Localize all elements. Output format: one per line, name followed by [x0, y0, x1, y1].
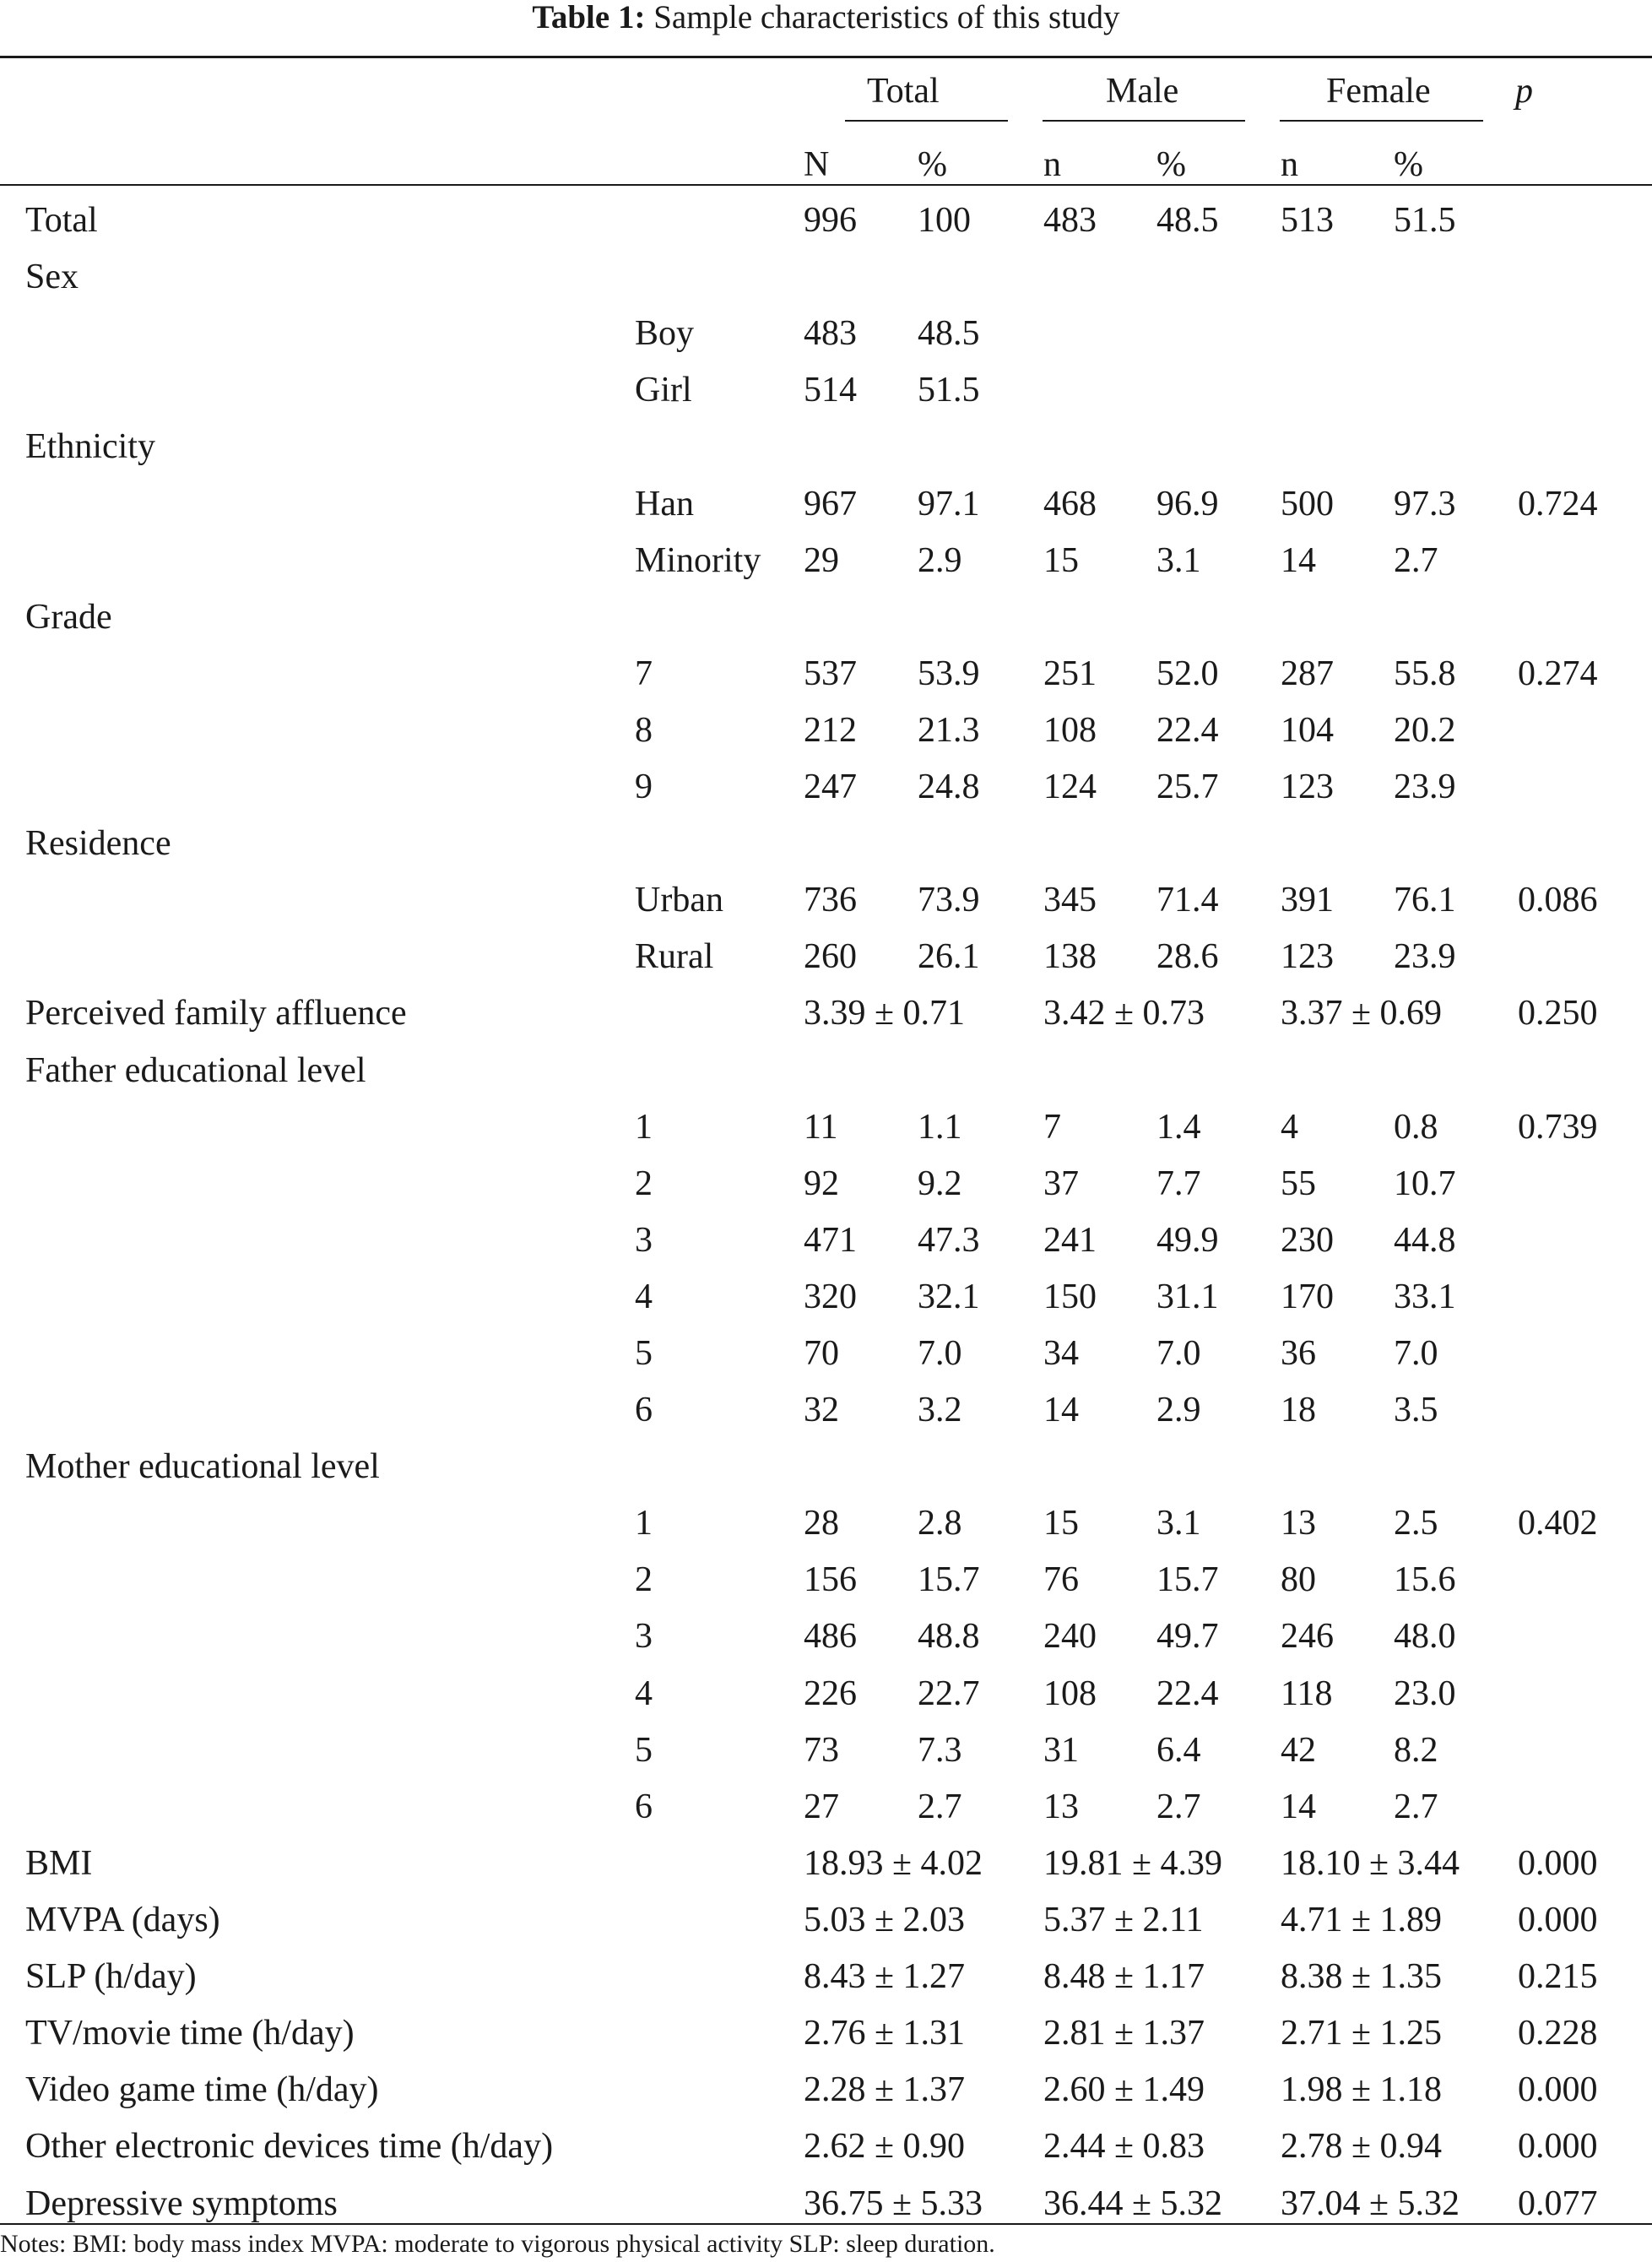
- table-cell: 345: [1043, 881, 1097, 919]
- table-cell: 22.4: [1156, 711, 1219, 750]
- table-notes: Notes: BMI: body mass index MVPA: moderate to vigorous physical activity SLP: sleep duration.: [0, 2230, 995, 2258]
- table-cell: 49.7: [1156, 1617, 1219, 1656]
- table-cell: 96.9: [1156, 485, 1219, 523]
- header-male-underline: [1043, 120, 1245, 122]
- table-cell: 47.3: [918, 1221, 980, 1260]
- table-cell: 48.5: [1156, 201, 1219, 240]
- row-sublabel: 1: [635, 1108, 653, 1147]
- table-cell: 123: [1281, 768, 1334, 806]
- subheader-male-n: n: [1043, 145, 1061, 184]
- mean-sd-cell: 2.76 ± 1.31: [804, 2014, 966, 2053]
- table-cell: 73: [804, 1731, 839, 1770]
- table-cell: 3.5: [1394, 1391, 1438, 1429]
- header-female: Female: [1326, 72, 1431, 111]
- table-cell: 118: [1281, 1674, 1333, 1713]
- table-cell: 4: [1281, 1108, 1298, 1147]
- table-cell: 246: [1281, 1617, 1334, 1656]
- table-cell: 31.1: [1156, 1277, 1219, 1316]
- subheader-male-pct: %: [1156, 145, 1186, 184]
- table-cell: 31: [1043, 1731, 1079, 1770]
- row-label: Video game time (h/day): [25, 2070, 379, 2109]
- table-cell: 0.8: [1394, 1108, 1438, 1147]
- table-cell: 71.4: [1156, 881, 1219, 919]
- table-cell: 24.8: [918, 768, 980, 806]
- table-cell: 6.4: [1156, 1731, 1201, 1770]
- table-caption-label: Table 1:: [532, 0, 646, 35]
- row-label: Father educational level: [25, 1051, 366, 1090]
- table-cell: 22.4: [1156, 1674, 1219, 1713]
- table-cell: 36: [1281, 1334, 1316, 1373]
- header-total-underline: [845, 120, 1008, 122]
- table-cell: 108: [1043, 711, 1097, 750]
- mean-sd-cell: 2.71 ± 1.25: [1281, 2014, 1443, 2053]
- subheader-total-pct: %: [918, 145, 947, 184]
- table-cell: 8.2: [1394, 1731, 1438, 1770]
- table-cell: 7.0: [1394, 1334, 1438, 1373]
- table-cell: 108: [1043, 1674, 1097, 1713]
- table-cell: 9.2: [918, 1164, 962, 1203]
- table-cell: 2.8: [918, 1504, 962, 1543]
- p-value-cell: 0.000: [1518, 1844, 1598, 1883]
- row-label: TV/movie time (h/day): [25, 2014, 355, 2053]
- table-cell: 2.5: [1394, 1504, 1438, 1543]
- table-cell: 2.9: [1156, 1391, 1201, 1429]
- header-rule: [0, 184, 1652, 186]
- table-cell: 391: [1281, 881, 1334, 919]
- row-sublabel: 9: [635, 768, 653, 806]
- table-cell: 287: [1281, 654, 1334, 693]
- row-label: Grade: [25, 598, 112, 637]
- table-cell: 32: [804, 1391, 839, 1429]
- mean-sd-cell: 3.37 ± 0.69: [1281, 994, 1443, 1033]
- table-cell: 3.1: [1156, 1504, 1201, 1543]
- mean-sd-cell: 2.60 ± 1.49: [1043, 2070, 1205, 2109]
- table-cell: 230: [1281, 1221, 1334, 1260]
- row-sublabel: 6: [635, 1391, 653, 1429]
- table-cell: 996: [804, 201, 857, 240]
- table-cell: 32.1: [918, 1277, 980, 1316]
- mean-sd-cell: 2.78 ± 0.94: [1281, 2127, 1443, 2166]
- mean-sd-cell: 3.42 ± 0.73: [1043, 994, 1205, 1033]
- row-sublabel: Han: [635, 485, 694, 523]
- table-cell: 15.7: [1156, 1560, 1219, 1599]
- table-cell: 1.4: [1156, 1108, 1201, 1147]
- p-value-cell: 0.215: [1518, 1957, 1598, 1996]
- table-cell: 1.1: [918, 1108, 962, 1147]
- row-sublabel: 4: [635, 1277, 653, 1316]
- row-sublabel: Minority: [635, 541, 761, 580]
- row-sublabel: 2: [635, 1164, 653, 1203]
- table-cell: 20.2: [1394, 711, 1456, 750]
- row-label: Sex: [25, 258, 79, 296]
- table-cell: 42: [1281, 1731, 1316, 1770]
- row-label: MVPA (days): [25, 1901, 220, 1939]
- table-cell: 49.9: [1156, 1221, 1219, 1260]
- mean-sd-cell: 3.39 ± 0.71: [804, 994, 966, 1033]
- table-cell: 124: [1043, 768, 1097, 806]
- table-cell: 967: [804, 485, 857, 523]
- mean-sd-cell: 2.62 ± 0.90: [804, 2127, 966, 2166]
- table-cell: 44.8: [1394, 1221, 1456, 1260]
- table-cell: 247: [804, 768, 857, 806]
- table-cell: 471: [804, 1221, 857, 1260]
- table-cell: 28: [804, 1504, 839, 1543]
- row-label: Perceived family affluence: [25, 994, 407, 1033]
- mean-sd-cell: 8.43 ± 1.27: [804, 1957, 966, 1996]
- p-value-cell: 0.250: [1518, 994, 1598, 1033]
- table-cell: 170: [1281, 1277, 1334, 1316]
- mean-sd-cell: 2.81 ± 1.37: [1043, 2014, 1205, 2053]
- row-label: BMI: [25, 1844, 93, 1883]
- table-cell: 48.0: [1394, 1617, 1456, 1656]
- table-cell: 483: [804, 314, 857, 353]
- row-sublabel: Rural: [635, 937, 714, 976]
- row-sublabel: 3: [635, 1221, 653, 1260]
- row-sublabel: 5: [635, 1334, 653, 1373]
- table-cell: 52.0: [1156, 654, 1219, 693]
- table-cell: 23.9: [1394, 768, 1456, 806]
- p-value-cell: 0.000: [1518, 1901, 1598, 1939]
- bottom-rule: [0, 2223, 1652, 2225]
- table-cell: 104: [1281, 711, 1334, 750]
- mean-sd-cell: 36.44 ± 5.32: [1043, 2184, 1223, 2223]
- p-value-cell: 0.228: [1518, 2014, 1598, 2053]
- p-value-cell: 0.739: [1518, 1108, 1598, 1147]
- row-label: Other electronic devices time (h/day): [25, 2127, 554, 2166]
- row-label: Residence: [25, 824, 171, 863]
- row-label: Total: [25, 201, 98, 240]
- table-cell: 76.1: [1394, 881, 1456, 919]
- subheader-female-n: n: [1281, 145, 1298, 184]
- table-cell: 486: [804, 1617, 857, 1656]
- subheader-total-n: N: [804, 145, 830, 184]
- table-cell: 7.0: [918, 1334, 962, 1373]
- table-cell: 37: [1043, 1164, 1079, 1203]
- table-cell: 320: [804, 1277, 857, 1316]
- row-label: Mother educational level: [25, 1447, 380, 1486]
- mean-sd-cell: 8.38 ± 1.35: [1281, 1957, 1443, 1996]
- table-cell: 468: [1043, 485, 1097, 523]
- mean-sd-cell: 1.98 ± 1.18: [1281, 2070, 1443, 2109]
- p-value-cell: 0.000: [1518, 2127, 1598, 2166]
- row-label: Depressive symptoms: [25, 2184, 338, 2223]
- table-cell: 55: [1281, 1164, 1316, 1203]
- row-sublabel: 6: [635, 1787, 653, 1826]
- table-cell: 150: [1043, 1277, 1097, 1316]
- mean-sd-cell: 37.04 ± 5.32: [1281, 2184, 1460, 2223]
- table-cell: 7.3: [918, 1731, 962, 1770]
- p-value-cell: 0.077: [1518, 2184, 1598, 2223]
- table-cell: 25.7: [1156, 768, 1219, 806]
- p-value-cell: 0.402: [1518, 1504, 1598, 1543]
- mean-sd-cell: 18.10 ± 3.44: [1281, 1844, 1460, 1883]
- header-female-underline: [1280, 120, 1483, 122]
- table-cell: 14: [1281, 1787, 1316, 1826]
- table-cell: 23.9: [1394, 937, 1456, 976]
- table-cell: 97.3: [1394, 485, 1456, 523]
- table-caption-text: Sample characteristics of this study: [653, 0, 1120, 35]
- mean-sd-cell: 2.44 ± 0.83: [1043, 2127, 1205, 2166]
- row-sublabel: Girl: [635, 371, 692, 410]
- row-sublabel: 3: [635, 1617, 653, 1656]
- table-cell: 70: [804, 1334, 839, 1373]
- p-value-cell: 0.086: [1518, 881, 1598, 919]
- p-value-cell: 0.724: [1518, 485, 1598, 523]
- mean-sd-cell: 18.93 ± 4.02: [804, 1844, 983, 1883]
- table-cell: 26.1: [918, 937, 980, 976]
- table-cell: 15: [1043, 541, 1079, 580]
- table-cell: 51.5: [918, 371, 980, 410]
- table-cell: 2.7: [1156, 1787, 1201, 1826]
- row-sublabel: Boy: [635, 314, 695, 353]
- table-cell: 241: [1043, 1221, 1097, 1260]
- table-cell: 736: [804, 881, 857, 919]
- table-cell: 156: [804, 1560, 857, 1599]
- mean-sd-cell: 36.75 ± 5.33: [804, 2184, 983, 2223]
- table-cell: 3.2: [918, 1391, 962, 1429]
- mean-sd-cell: 19.81 ± 4.39: [1043, 1844, 1223, 1883]
- p-value-cell: 0.274: [1518, 654, 1598, 693]
- subheader-female-pct: %: [1394, 145, 1423, 184]
- table-cell: 2.9: [918, 541, 962, 580]
- table-cell: 7.7: [1156, 1164, 1201, 1203]
- top-rule: [0, 56, 1652, 58]
- table-cell: 18: [1281, 1391, 1316, 1429]
- table-cell: 2.7: [1394, 1787, 1438, 1826]
- table-cell: 7: [1043, 1108, 1061, 1147]
- table-cell: 513: [1281, 201, 1334, 240]
- row-label: Ethnicity: [25, 427, 155, 466]
- header-male: Male: [1106, 72, 1179, 111]
- table-cell: 11: [804, 1108, 838, 1147]
- table-cell: 33.1: [1394, 1277, 1456, 1316]
- table-cell: 138: [1043, 937, 1097, 976]
- row-label: SLP (h/day): [25, 1957, 197, 1996]
- mean-sd-cell: 2.28 ± 1.37: [804, 2070, 966, 2109]
- table-cell: 514: [804, 371, 857, 410]
- table-cell: 28.6: [1156, 937, 1219, 976]
- table-cell: 48.5: [918, 314, 980, 353]
- table-cell: 21.3: [918, 711, 980, 750]
- table-cell: 14: [1281, 541, 1316, 580]
- table-cell: 80: [1281, 1560, 1316, 1599]
- row-sublabel: 7: [635, 654, 653, 693]
- row-sublabel: 1: [635, 1504, 653, 1543]
- table-cell: 13: [1281, 1504, 1316, 1543]
- table-cell: 55.8: [1394, 654, 1456, 693]
- table-cell: 2.7: [918, 1787, 962, 1826]
- table-cell: 76: [1043, 1560, 1079, 1599]
- table-cell: 251: [1043, 654, 1097, 693]
- row-sublabel: 2: [635, 1560, 653, 1599]
- table-cell: 53.9: [918, 654, 980, 693]
- table-cell: 100: [918, 201, 971, 240]
- table-cell: 48.8: [918, 1617, 980, 1656]
- table-cell: 13: [1043, 1787, 1079, 1826]
- table-cell: 15.7: [918, 1560, 980, 1599]
- row-sublabel: 4: [635, 1674, 653, 1713]
- table-cell: 212: [804, 711, 857, 750]
- header-total: Total: [867, 72, 940, 111]
- mean-sd-cell: 4.71 ± 1.89: [1281, 1901, 1443, 1939]
- table-cell: 73.9: [918, 881, 980, 919]
- table-cell: 15.6: [1394, 1560, 1456, 1599]
- row-sublabel: 5: [635, 1731, 653, 1770]
- table-cell: 27: [804, 1787, 839, 1826]
- table-cell: 3.1: [1156, 541, 1201, 580]
- header-p: p: [1515, 72, 1533, 111]
- table-cell: 14: [1043, 1391, 1079, 1429]
- mean-sd-cell: 8.48 ± 1.17: [1043, 1957, 1205, 1996]
- table-cell: 2.7: [1394, 541, 1438, 580]
- table-cell: 123: [1281, 937, 1334, 976]
- row-sublabel: Urban: [635, 881, 723, 919]
- table-cell: 97.1: [918, 485, 980, 523]
- table-cell: 260: [804, 937, 857, 976]
- row-sublabel: 8: [635, 711, 653, 750]
- table-cell: 226: [804, 1674, 857, 1713]
- table-cell: 240: [1043, 1617, 1097, 1656]
- table-cell: 500: [1281, 485, 1334, 523]
- table-cell: 29: [804, 541, 839, 580]
- table-cell: 15: [1043, 1504, 1079, 1543]
- p-value-cell: 0.000: [1518, 2070, 1598, 2109]
- mean-sd-cell: 5.37 ± 2.11: [1043, 1901, 1204, 1939]
- table-cell: 7.0: [1156, 1334, 1201, 1373]
- table-cell: 10.7: [1394, 1164, 1456, 1203]
- table-cell: 23.0: [1394, 1674, 1456, 1713]
- table-cell: 22.7: [918, 1674, 980, 1713]
- table-cell: 51.5: [1394, 201, 1456, 240]
- mean-sd-cell: 5.03 ± 2.03: [804, 1901, 966, 1939]
- table-cell: 34: [1043, 1334, 1079, 1373]
- table-cell: 92: [804, 1164, 839, 1203]
- table-cell: 537: [804, 654, 857, 693]
- table-caption: [0, 0, 1652, 39]
- table-cell: 483: [1043, 201, 1097, 240]
